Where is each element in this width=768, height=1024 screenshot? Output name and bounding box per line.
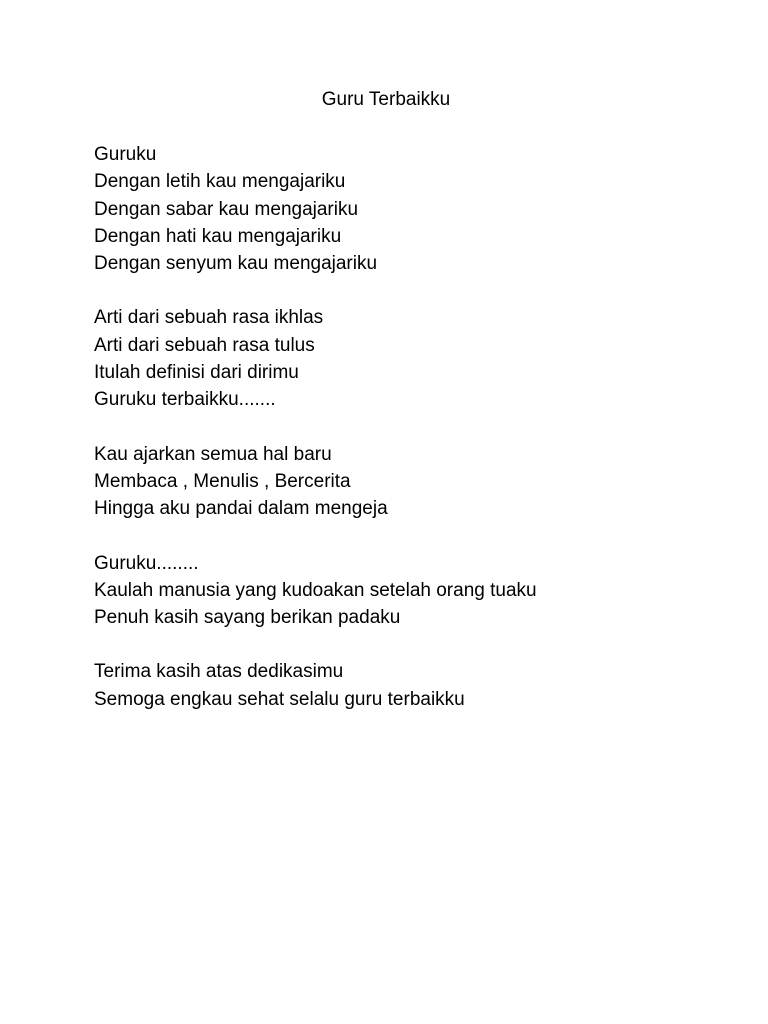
stanza-5 bbox=[94, 658, 744, 713]
poem-line: Guruku terbaikku....... bbox=[94, 389, 276, 411]
stanza-1 bbox=[94, 141, 744, 277]
poem-line: Terima kasih atas dedikasimu bbox=[94, 661, 344, 683]
poem-line: Hingga aku pandai dalam mengeja bbox=[94, 498, 388, 520]
poem-line: Dengan senyum kau mengajariku bbox=[94, 253, 378, 275]
poem-line: Kau ajarkan semua hal baru bbox=[94, 443, 332, 465]
poem-line: Arti dari sebuah rasa ikhlas bbox=[94, 307, 324, 329]
poem-title: Guru Terbaikku bbox=[321, 89, 451, 110]
poem-body bbox=[94, 141, 744, 740]
poem-line: Kaulah manusia yang kudoakan setelah orang tuaku bbox=[94, 579, 537, 601]
poem-line: Itulah definisi dari dirimu bbox=[94, 362, 299, 384]
poem-line: Guruku bbox=[94, 144, 157, 165]
poem-line: Guruku........ bbox=[94, 552, 199, 574]
poem-line: Semoga engkau sehat selalu guru terbaikku bbox=[94, 688, 465, 710]
poem-line: Dengan hati kau mengajariku bbox=[94, 225, 342, 247]
poem-line: Dengan letih kau mengajariku bbox=[94, 171, 346, 193]
poem-line: Membaca , Menulis , Bercerita bbox=[94, 470, 351, 492]
poem-line: Penuh kasih sayang berikan padaku bbox=[94, 607, 401, 629]
poem-line: Arti dari sebuah rasa tulus bbox=[94, 334, 315, 356]
stanza-4 bbox=[94, 550, 744, 632]
stanza-3 bbox=[94, 441, 744, 523]
stanza-2 bbox=[94, 304, 744, 413]
poem-line: Dengan sabar kau mengajariku bbox=[94, 198, 359, 220]
